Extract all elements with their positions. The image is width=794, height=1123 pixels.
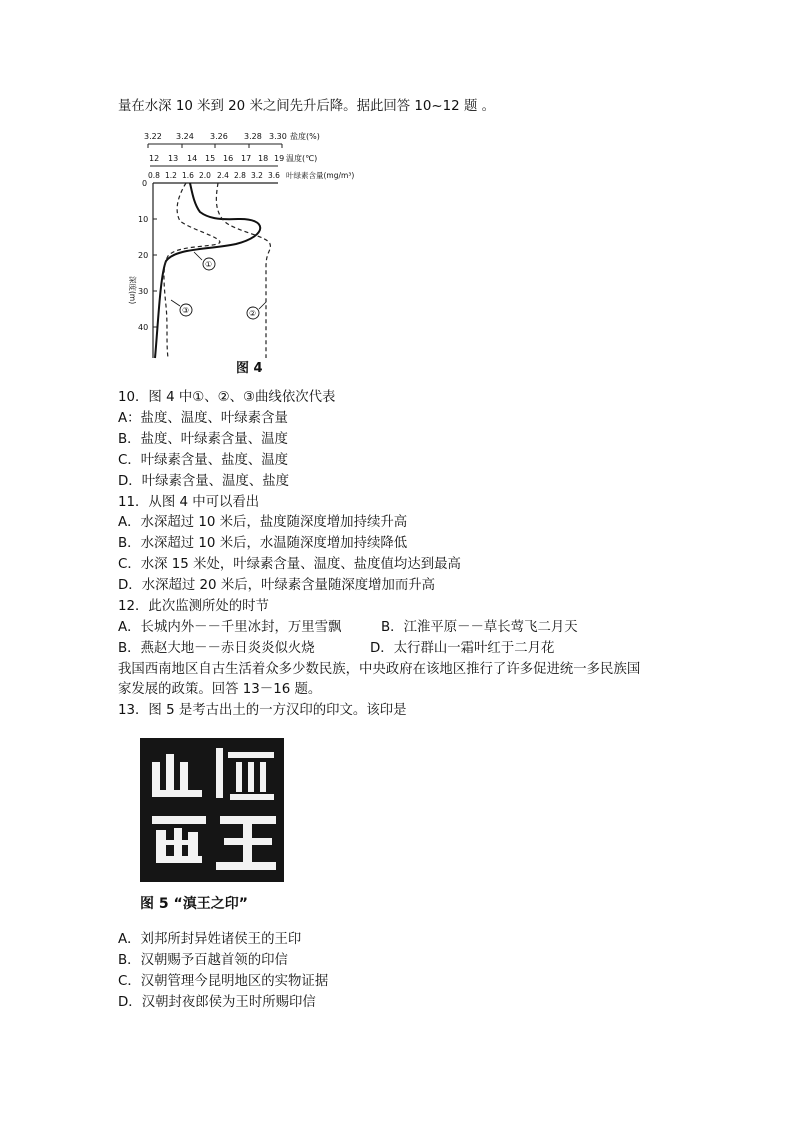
depth-tick: 40 [138,323,149,332]
q13-option-a: A．刘邦所封异姓诸侯王的王印 [118,932,302,947]
chl-tick: 0.8 [148,171,160,180]
figure-4-chart [118,126,363,378]
temp-tick: 14 [187,154,198,163]
temp-tick: 13 [168,154,179,163]
q12-option-a: A．长城内外－－千里冰封，万里雪飘 [118,620,342,635]
q11-option-c: C．水深 15 米处，叶绿素含量、温度、盐度值均达到最高 [118,557,461,572]
seal-impression [140,738,284,882]
q13-option-c: C．汉朝管理今昆明地区的实物证据 [118,974,329,989]
q11-option-b: B．水深超过 10 米后，水温随深度增加持续降低 [118,536,408,551]
temp-tick: 17 [241,154,252,163]
temp-tick: 16 [223,154,234,163]
chl-tick: 3.2 [251,171,263,180]
q13-option-b: B．汉朝赐予百越首领的印信 [118,953,288,968]
temp-tick: 18 [258,154,269,163]
chl-tick: 1.2 [165,171,177,180]
q10-option-a: A：盐度、温度、叶绿素含量 [118,411,288,426]
curve-1 [155,183,260,358]
q13-option-d: D．汉朝封夜郎侯为王时所赐印信 [118,995,316,1010]
salinity-tick: 3.22 [144,132,162,141]
depth-tick: 30 [138,287,149,296]
depth-label: 深度(m) [128,276,137,305]
salinity-tick: 3.24 [176,132,194,141]
depth-tick: 10 [138,215,149,224]
q12-stem: 12．此次监测所处的时节 [118,599,269,614]
chl-tick: 2.0 [199,171,211,180]
chl-unit: 叶绿素含量(mg/m³) [286,171,355,180]
chl-tick: 3.6 [268,171,280,180]
q13-stem: 13．图 5 是考古出土的一方汉印的印文。该印是 [118,703,407,718]
temp-tick: 15 [205,154,216,163]
q10-option-b: B．盐度、叶绿素含量、温度 [118,432,288,447]
passage-line-2: 家发展的政策。回答 13－16 题。 [118,682,322,697]
passage-line-1: 我国西南地区自古生活着众多少数民族，中央政府在该地区推行了许多促进统一多民族国 [118,662,641,677]
curve-1-label: ① [205,260,213,269]
salinity-tick: 3.28 [244,132,262,141]
chl-tick: 1.6 [182,171,194,180]
q11-option-d: D．水深超过 20 米后，叶绿素含量随深度增加而升高 [118,578,436,593]
depth-tick: 20 [138,251,149,260]
q11-stem: 11．从图 4 中可以看出 [118,495,260,510]
chl-tick: 2.4 [217,171,229,180]
curve-3-label: ③ [182,306,190,315]
salinity-unit: 盐度(%) [290,132,320,141]
intro-text: 量在水深 10 米到 20 米之间先升后降。据此回答 10~12 题 。 [118,99,495,114]
q10-option-c: C．叶绿素含量、盐度、温度 [118,453,289,468]
q12-option-d: D．太行群山一霜叶红于二月花 [370,641,555,656]
figure-4-caption: 图 4 [236,361,263,376]
curve-2-label: ② [249,309,257,318]
curve-2 [216,183,270,358]
q10-option-d: D．叶绿素含量、温度、盐度 [118,474,289,489]
chl-tick: 2.8 [234,171,246,180]
curve-3 [164,183,220,358]
temp-unit: 温度(℃) [286,154,318,163]
temp-tick: 19 [274,154,285,163]
salinity-tick: 3.26 [210,132,228,141]
q12-option-c: B．燕赵大地－－赤日炎炎似火烧 [118,641,315,656]
q10-stem: 10．图 4 中①、②、③曲线依次代表 [118,390,336,405]
salinity-tick: 3.30 [269,132,287,141]
q12-option-b: B．江淮平原－－草长莺飞二月天 [381,620,578,635]
depth-tick: 0 [142,179,148,188]
q11-option-a: A．水深超过 10 米后，盐度随深度增加持续升高 [118,515,408,530]
figure-5-caption: 图 5 “滇王之印” [140,896,248,912]
temp-tick: 12 [149,154,160,163]
figure-5-seal [130,732,290,920]
